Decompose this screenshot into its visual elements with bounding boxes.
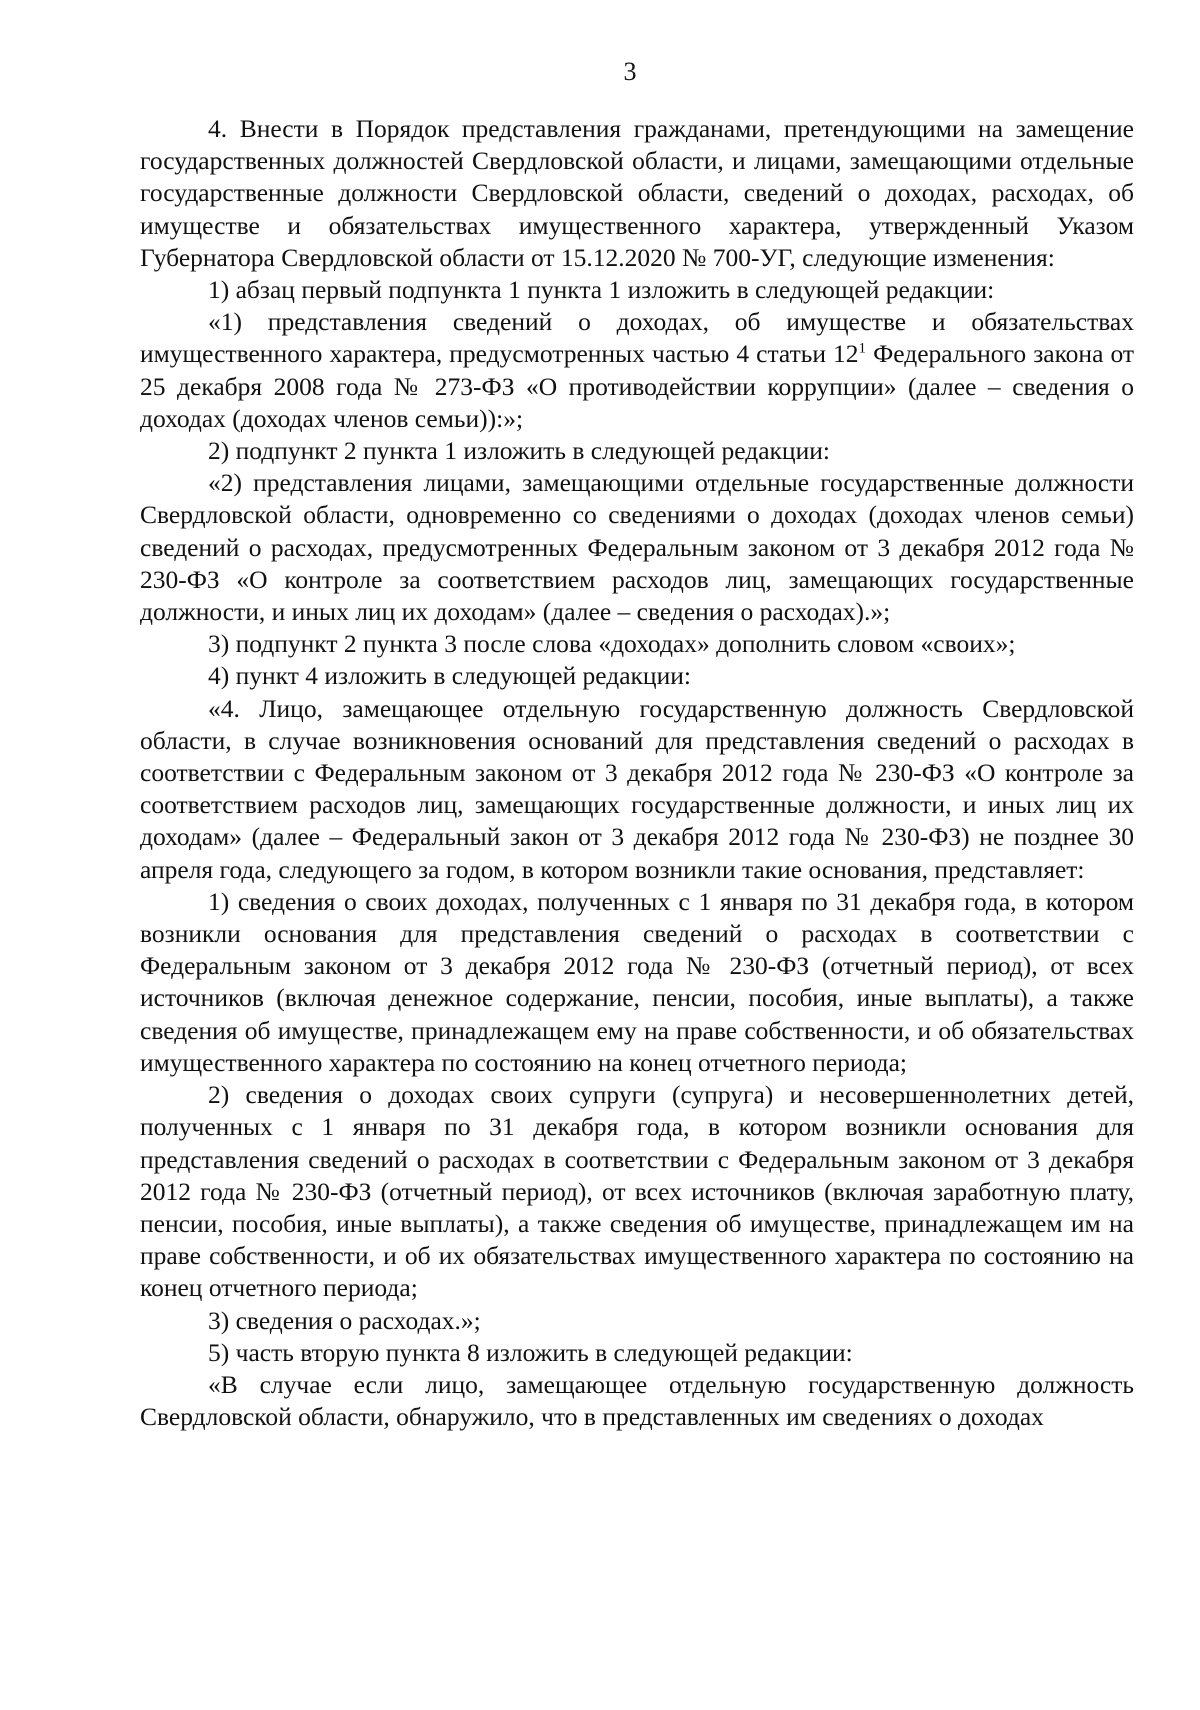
paragraph-quote-1-text-a: «1) представления сведений о доходах, об имуществе и обязательствах имущественного характера, предусмотренных частью 4 статьи 12	[140, 307, 1134, 369]
paragraph-quote-2: «2) представления лицами, замещающими отдельные государственные должности Свердловской области, одновременно со сведениями о доходах (доходах членов семьи) сведений о расходах, предусмотренных Федеральным законом от 3 декабря 2012 года № 230-ФЗ «О контроле за соответствием расходов лиц, замещающих государственные должности, и иных лиц их доходам» (далее – сведения о расходах).»;	[140, 468, 1134, 627]
paragraph-quote-1	[140, 306, 1134, 435]
paragraph-quote-4-item-2: 2) сведения о доходах своих супруги (супруга) и несовершеннолетних детей, полученных с 1 января по 31 декабря года, в котором возникли основания для представления сведений о расходах в соответствии с Федеральным законом от 3 декабря 2012 года № 230-ФЗ (отчетный период), от всех источников (включая заработную плату, пенсии, пособия, иные выплаты), а также сведения об имуществе, принадлежащем им на праве собственности, и об их обязательствах имущественного характера по состоянию на конец отчетного периода;	[140, 1080, 1134, 1303]
paragraph-subitem-3: 3) подпункт 2 пункта 3 после слова «доходах» дополнить словом «своих»;	[208, 629, 1016, 659]
paragraph-subitem-5: 5) часть вторую пункта 8 изложить в следующей редакции:	[208, 1337, 853, 1367]
page-number: 3	[623, 57, 637, 86]
paragraph-quote-1-text-b: Федерального закона от 25 декабря 2008 года № 273-ФЗ «О противодействии коррупции» (далее – сведения о доходах (доходах членов семьи)):»;	[140, 339, 1134, 433]
paragraph-quote-4-item-3: 3) сведения о расходах.»;	[208, 1305, 481, 1335]
paragraph-subitem-1: 1) абзац первый подпункта 1 пункта 1 изложить в следующей редакции:	[208, 275, 995, 305]
paragraph-subitem-4: 4) пункт 4 изложить в следующей редакции:	[208, 661, 691, 691]
document-body	[140, 113, 1134, 1433]
paragraph-quote-5: «В случае если лицо, замещающее отдельную государственную должность Свердловской области, обнаружило, что в представленных им сведениях о доходах	[140, 1369, 1134, 1432]
superscript-article-index: 1	[858, 340, 867, 357]
paragraph-item-4-intro: 4. Внести в Порядок представления гражданами, претендующими на замещение государственных должностей Свердловской области, и лицами, замещающими отдельные государственные должности Свердловской области, сведений о доходах, расходах, об имуществе и обязательствах имущественного характера, утвержденный Указом Губернатора Свердловской области от 15.12.2020 № 700-УГ, следующие изменения:	[140, 114, 1134, 272]
paragraph-subitem-2: 2) подпункт 2 пункта 1 изложить в следующей редакции:	[208, 436, 830, 466]
paragraph-quote-4: «4. Лицо, замещающее отдельную государственную должность Свердловской области, в случае возникновения оснований для представления сведений о расходах в соответствии с Федеральным законом от 3 декабря 2012 года № 230-ФЗ «О контроле за соответствием расходов лиц, замещающих государственные должности, и иных лиц их доходам» (далее – Федеральный закон от 3 декабря 2012 года № 230-ФЗ) не позднее 30 апреля года, следующего за годом, в котором возникли такие основания, представляет:	[140, 693, 1134, 884]
paragraph-quote-4-item-1: 1) сведения о своих доходах, полученных с 1 января по 31 декабря года, в котором возникли основания для представления сведений о расходах в соответствии с Федеральным законом от 3 декабря 2012 года № 230-ФЗ (отчетный период), от всех источников (включая денежное содержание, пенсии, пособия, иные выплаты), а также сведения об имуществе, принадлежащем ему на праве собственности, и об обязательствах имущественного характера по состоянию на конец отчетного периода;	[140, 886, 1134, 1077]
